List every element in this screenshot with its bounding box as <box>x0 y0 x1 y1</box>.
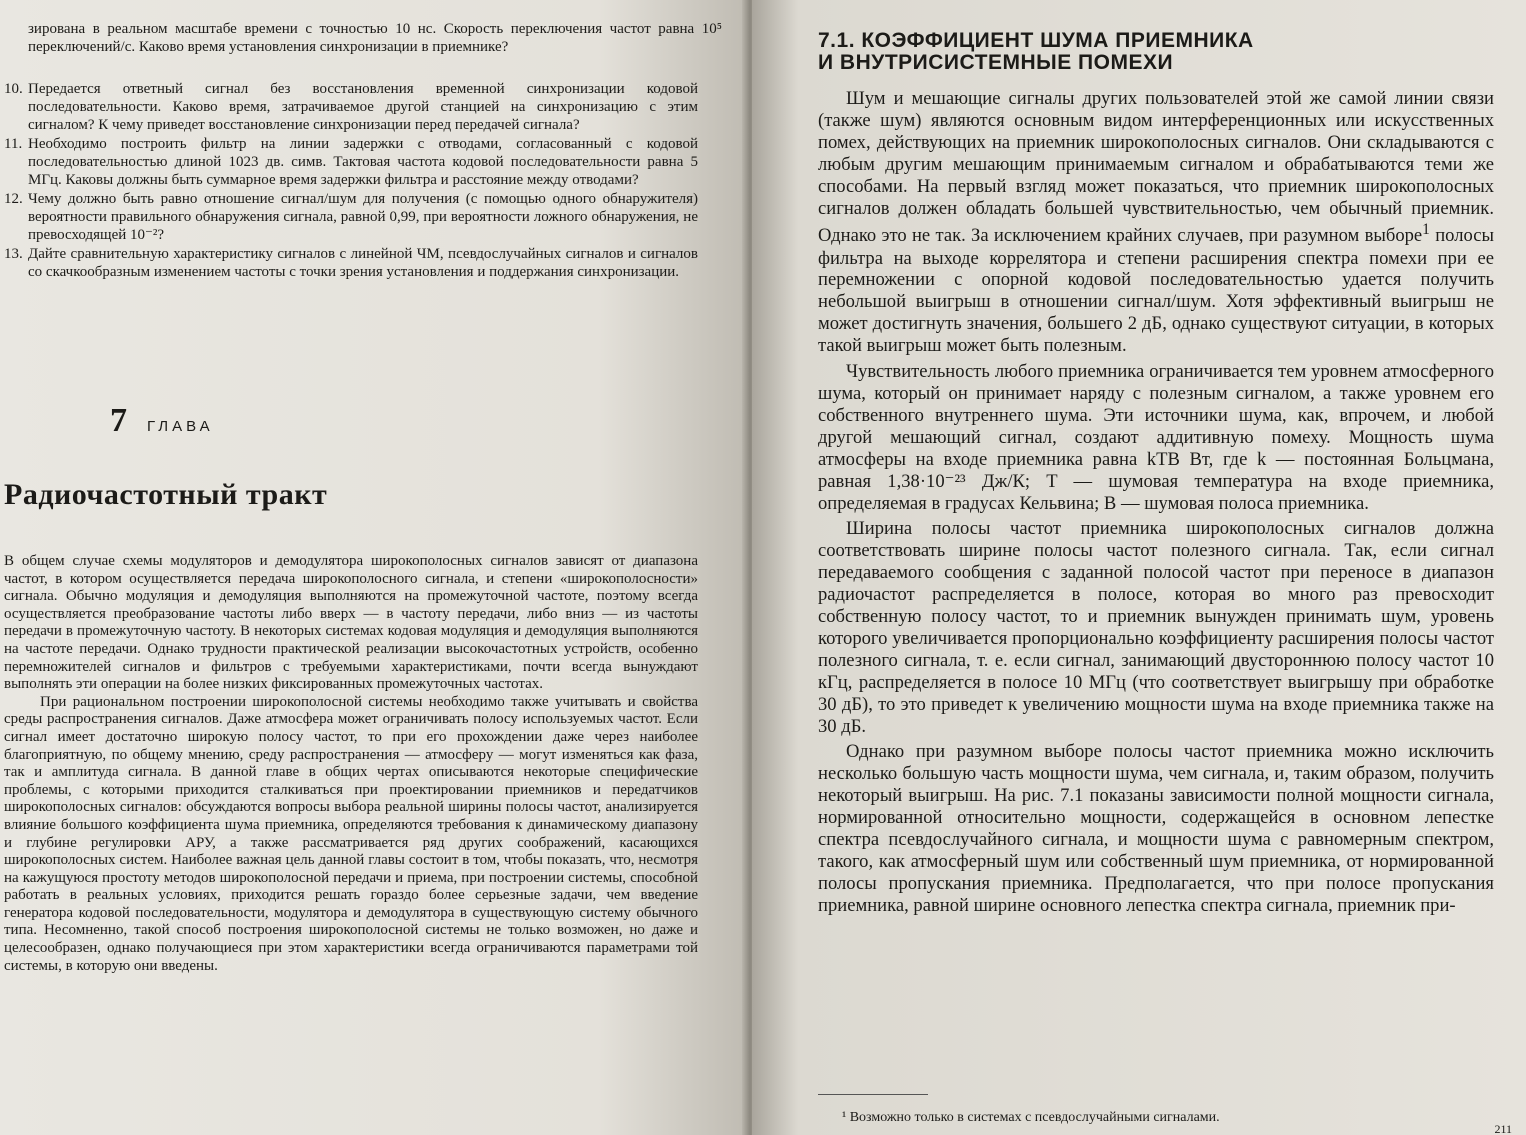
paragraph-part: полосы фильтра на выходе коррелятора и степени расширения спектра помехи при ее перемножении с опорной кодовой последовательностью удается получить небольшой выигрыш в отношении сигнал/шум. Хотя эффективный выигрыш не может достигнуть значения, большего 2 дБ, однако существуют ситуации, в которых такой выигрыш может быть полезным. <box>818 225 1494 357</box>
chapter-number: 7 <box>110 402 127 439</box>
question-item <box>4 80 698 134</box>
question-9-continuation: зирована в реальном масштабе времени с точностью 10 нс. Скорость переключения частот равна 10⁵ переключений/с. Каково время установления синхронизации в приемнике? <box>28 21 722 55</box>
question-item <box>4 135 698 189</box>
paragraph-part: Шум и мешающие сигналы других пользователей этой же самой линии связи (также шум) являются основным видом интерференционных или искусственных помех, действующих на приемник широкополосных сигналов. Они складываются с любым другим мешающим принимаемым сигналом и обрабатываются теми же способами. На первый взгляд может показаться, что приемник широкополосных сигналов должен обладать большей чувствительностью, чем обычный приемник. Однако это не так. За исключением крайних случаев, при разумном выборе <box>818 88 1494 247</box>
section-body <box>818 88 1494 921</box>
chapter-heading <box>110 402 214 440</box>
paragraph: В общем случае схемы модуляторов и демодулятора широкополосных сигналов зависят от диапазона частот, в котором осуществляется передача широкополосного сигнала, и степени «широкополосности» сигнала. Обычно модуляция и демодуляция выполняются на промежуточной частоте, поэтому всегда осуществляется преобразование частоты либо вверх — в частоту передачи, либо вниз — из частоты передачи в промежуточную частоту. В некоторых системах кодовая модуляция и демодуляция выполняются на частоте передачи. Однако трудности практической реализации высокочастотных устройств, особенно перемножителей сигналов и фильтров с требуемыми характеристиками, почти всегда вынуждают выполнять эти операции на более низких фиксированных промежуточных частотах. <box>4 553 698 693</box>
paragraph: Однако при разумном выборе полосы частот приемника можно исключить несколько большую часть мощности шума, чем сигнала, и, таким образом, получить некоторый выигрыш. На рис. 7.1 показаны зависимости полной мощности сигнала, нормированной относительно мощности, содержащейся в основном лепестке спектра псевдослучайного сигнала, и мощности шума с равномерным спектром, такого, как атмосферный шум или собственный шум приемника, от нормированной полосы пропускания приемника. Предполагается, что при полосе пропускания приемника, равной ширине основного лепестка спектра сигнала, приемник при- <box>818 741 1494 916</box>
section-title-line: И ВНУТРИСИСТЕМНЫЕ ПОМЕХИ <box>818 51 1174 74</box>
paragraph: Ширина полосы частот приемника широкополосных сигналов должна соответствовать ширине полосы частот полезного сигнала. Так, если сигнал передаваемого сообщения с заданной полосой частот при переносе в диапазон радиочастот распределяется в полосе, которая во много раз превосходит собственную полосу частот, то и приемник вынужден принимать шум, уровень которого увеличивается пропорционально коэффициенту расширения полосы частот полезного сигнала, т. е. если сигнал, занимающий двустороннюю полосу частот 10 кГц, распределяется в полосе 10 МГц (что соответствует выигрышу при обработке 30 дБ), то это приведет к увеличению мощности шума на входе приемника также на 30 дБ. <box>818 518 1494 737</box>
questions-list <box>4 80 698 282</box>
paragraph: При рациональном построении широкополосной системы необходимо также учитывать и свойства среды распространения сигналов. Даже атмосфера может ограничивать полосу используемых частот. Если сигнал имеет достаточно широкую полосу частот, то при его прохождении даже через наиболее благоприятную, по общему мнению, среду распространения — атмосферу — могут изменяться как фаза, так и амплитуда сигнала. В данной главе в общих чертах описываются некоторые специфические проблемы, с которыми приходится сталкиваться при проектировании приемников и передатчиков широкополосных сигналов: обсуждаются вопросы выбора реальной ширины полосы частот, анализируется влияние большого коэффициента шума приемника, определяются требования к динамическому диапазону и глубине регулировки АРУ, а также рассматривается ряд других соображений, касающихся широкополосных систем. Наиболее важная цель данной главы состоит в том, чтобы показать, что, несмотря на кажущуюся простоту методов широкополосной передачи и приема, при построении системы, способной работать в реальных условиях, приходится решать гораздо более серьезные задачи, чем введение генератора кодовой последовательности, модулятора и демодулятора в существующую систему обычного типа. Несомненно, такой способ построения широкополосной системы не только возможен, но даже и целесообразен, однако получающиеся при этом характеристики всегда ограничиваются параметрами той системы, в которую они введены. <box>4 693 698 974</box>
question-number: 12. <box>4 191 23 207</box>
question-number: 11. <box>4 136 23 152</box>
question-item <box>4 190 698 244</box>
question-text: Необходимо построить фильтр на линии задержки с отводами, согласованный с кодовой последовательностью длиной 1023 дв. симв. Тактовая частота кодовой последовательности равна 5 МГц. Каковы должны быть суммарное время задержки фильтра и расстояние между отводами? <box>28 136 698 188</box>
page-number: 211 <box>1494 1122 1512 1135</box>
chapter-label: ГЛАВА <box>147 418 214 435</box>
question-number: 13. <box>4 246 23 262</box>
question-text: Передается ответный сигнал без восстановления временной синхронизации кодовой последовательности. Каково время, затрачиваемое другой станцией на синхронизацию с этим сигналом? К чему приведет восстановление синхронизации перед передачей сигнала? <box>28 81 698 133</box>
question-number: 10. <box>4 81 23 97</box>
footnote: ¹ Возможно только в системах с псевдослучайными сигналами. <box>842 1110 1220 1125</box>
paragraph: Чувствительность любого приемника ограничивается тем уровнем атмосферного шума, который он принимает наряду с полезным сигналом, а также уровнем его собственного внутреннего шума. Эти источники шума, как, впрочем, и любой другой мешающий сигнал, создают аддитивную помеху. Мощность шума атмосферы на входе приемника равна kTB Вт, где k — постоянная Больцмана, равная 1,38·10⁻²³ Дж/К; T — шумовая температура на входе приемника, определяемая в градусах Кельвина; B — шумовая полоса приемника. <box>818 361 1494 514</box>
paragraph <box>818 88 1494 357</box>
left-page <box>0 0 748 1135</box>
chapter-title: Радиочастотный тракт <box>4 478 328 511</box>
question-text: Дайте сравнительную характеристику сигналов с линейной ЧМ, псевдослучайных сигналов и сигналов со скачкообразным изменением частоты с точки зрения установления и поддержания синхронизации. <box>28 246 698 280</box>
section-title <box>818 30 1478 74</box>
footnote-divider <box>818 1094 928 1095</box>
right-page <box>752 0 1526 1135</box>
question-item <box>4 245 698 281</box>
footnote-marker: 1 <box>1422 221 1430 239</box>
question-text: Чему должно быть равно отношение сигнал/шум для получения (с помощью одного обнаружителя) вероятности правильного обнаружения сигнала, равной 0,99, при вероятности ложного обнаружения, не превосходящей 10⁻²? <box>28 191 698 243</box>
section-title-line: 7.1. КОЭФФИЦИЕНТ ШУМА ПРИЕМНИКА <box>818 29 1254 52</box>
chapter-intro-text <box>4 553 698 975</box>
